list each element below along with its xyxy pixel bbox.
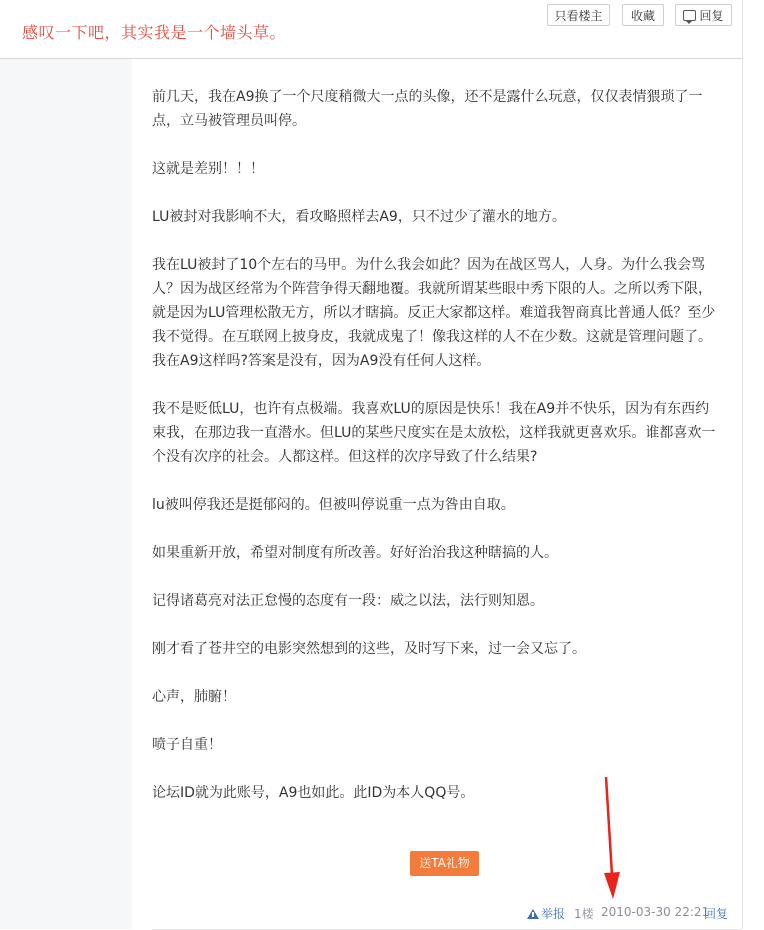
- thread-title: 感叹一下吧，其实我是一个墙头草。: [22, 23, 287, 42]
- post-paragraph: 如果重新开放，希望对制度有所改善。好好治治我这种瞎搞的人。: [152, 545, 558, 561]
- send-gift-button[interactable]: 送TA礼物: [410, 851, 479, 876]
- reply-button[interactable]: [675, 4, 732, 26]
- post-paragraph: 记得诸葛亮对法正怠慢的态度有一段：威之以法，法行则知恩。: [152, 593, 544, 609]
- red-arrow-annotation: [598, 775, 628, 905]
- post-content: [152, 85, 720, 829]
- warning-icon: [527, 909, 539, 919]
- post-timestamp: 2010-03-30 22:21: [601, 905, 710, 919]
- report-link[interactable]: [527, 905, 565, 922]
- favorite-button[interactable]: 收藏: [622, 4, 664, 26]
- post-paragraph: LU被封对我影响不大，看攻略照样去A9，只不过少了灌水的地方。: [152, 209, 566, 225]
- post-paragraph: 喷子自重！: [152, 737, 222, 753]
- reply-button-label: 回复: [699, 9, 724, 23]
- post-paragraph: 这就是差别！！！: [152, 161, 264, 177]
- report-label: 举报: [541, 907, 566, 921]
- arrow-shaft: [606, 777, 612, 875]
- only-author-button[interactable]: 只看楼主: [547, 4, 610, 26]
- post-paragraph: 刚才看了苍井空的电影突然想到的这些，及时写下来，过一会又忘了。: [152, 641, 586, 657]
- post-footer: [152, 897, 742, 930]
- post-paragraph: 心声，肺腑！: [152, 689, 236, 705]
- post-paragraph: lu被叫停我还是挺郁闷的。但被叫停说重一点为咎由自取。: [152, 497, 515, 513]
- post-reply-link[interactable]: 回复: [704, 907, 729, 921]
- thread-header: [0, 0, 742, 59]
- arrow-head: [604, 872, 620, 899]
- comment-icon: [683, 10, 696, 21]
- post-paragraph: 前几天，我在A9换了一个尺度稍微大一点的头像，还不是露什么玩意，仅仅表情猥琐了一点，立马被管理员叫停。: [152, 89, 703, 129]
- floor-number: 1楼: [574, 907, 594, 921]
- post-paragraph: 论坛ID就为此账号，A9也如此。此ID为本人QQ号。: [152, 785, 475, 801]
- post-paragraph: 我不是贬低LU，也许有点极端。我喜欢LU的原因是快乐！我在A9并不快乐，因为有东西约束我，在那边我一直潜水。但LU的某些尺度实在是太放松，这样我就更喜欢乐。谁都喜欢一个没有次序的社会。人都这样。但这样的次序导致了什么结果?: [152, 401, 716, 465]
- author-sidebar: [0, 59, 132, 929]
- post-paragraph: 我在LU被封了10个左右的马甲。为什么我会如此？因为在战区骂人，人身。为什么我会骂人？因为战区经常为个阵营争得天翻地覆。我就所谓某些眼中秀下限的人。之所以秀下限，就是因为LU管理松散无方，所以才瞎搞。反正大家都这样。难道我智商真比普通人低？至少我不觉得。在互联网上披身皮，我就成鬼了！像我这样的人不在少数。这就是管理问题了。我在A9这样吗?答案是没有，因为A9没有任何人这样。: [152, 257, 716, 369]
